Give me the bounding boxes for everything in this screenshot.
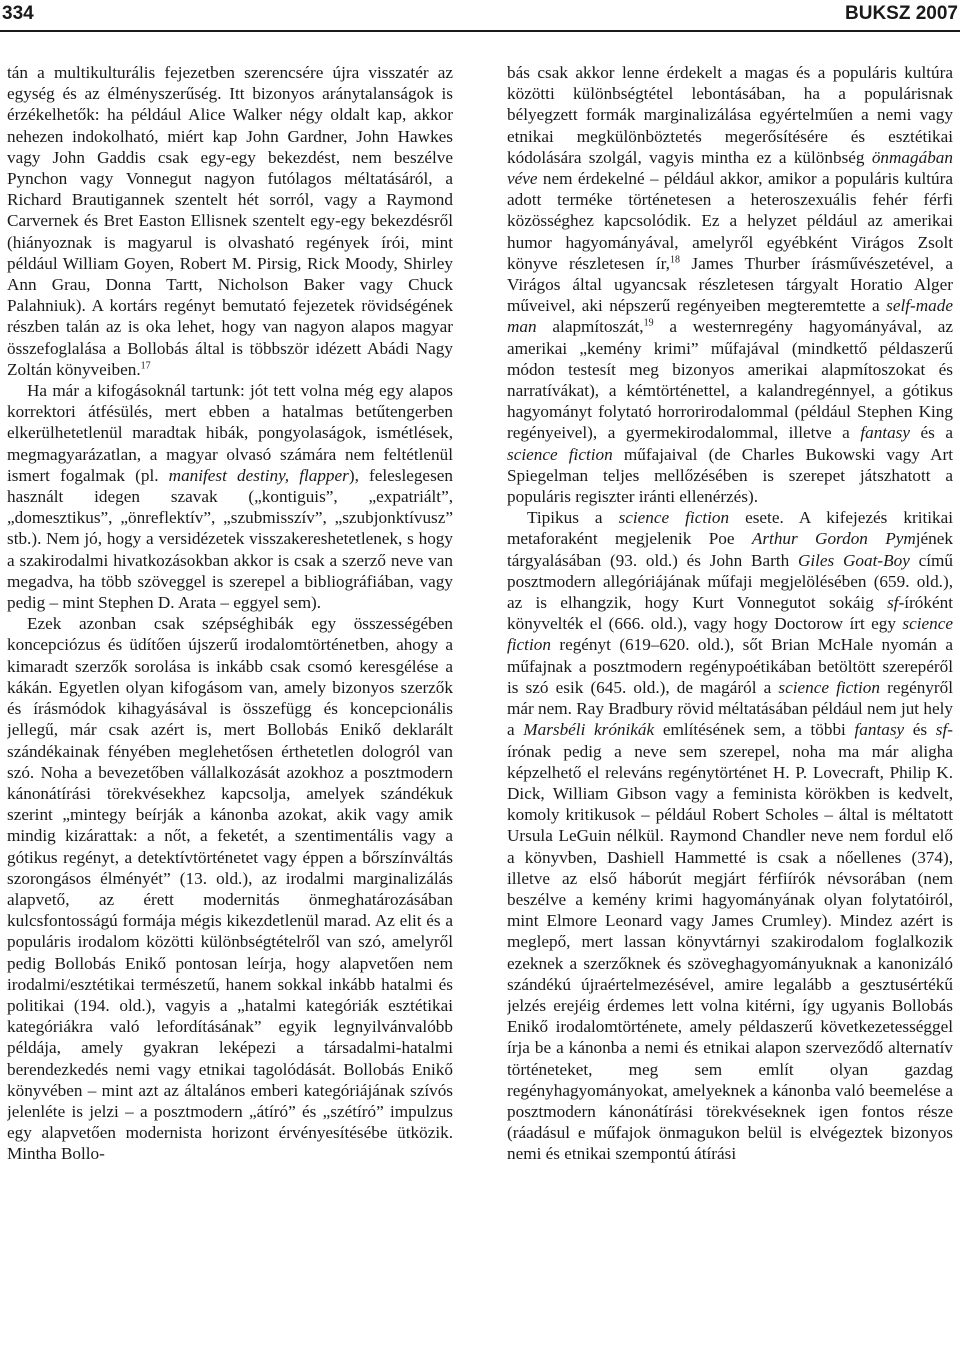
paragraph: Tipikus a science fiction esete. A kifejezés kritikai metaforaként megjelenik Poe Arthur Gordon Pymjének tárgyalásában (93. old.) és John Barth Giles Goat-Boy című posztmodern allegóriájának műfaji megjelölésében (659. old.), az is elhangzik, hogy Kurt Vonnegutot sokáig sf-íróként könyvelték el (666. old.), vagy hogy Doctorow írt egy science fiction regényt (619–620. old.), sőt Brian McHale nyomán a műfajnak a posztmodern regénypoétikában betöltött szerepéről is szó esik (645. old.), de magáról a science fiction regényről már nem. Ray Bradbury rövid méltatásában például nem jut hely a Marsbéli krónikák említésének sem, a többi fantasy és sf-írónak pedig a neve sem szerepel, noha ma már aligha képzelhető el releváns regénytörténet H. P. Lovecraft, Philip K. Dick, William Gibson vagy a feminista körökben is kedvelt, komoly kritikusok – például Robert Scholes – által is méltatott Ursula LeGuin nélkül. Raymond Chandler neve nem fordul elő a könyvben, Dashiell Hammetté is csak a nőellenes (374), illetve az első háborút megjárt férfiírók névsorában (nem beszélve a kemény krimi hagyományának olyan folytatóiról, mint Elmore Leonard vagy James Crumley). Mindez azért is meglepő, mert lassan könyvtárnyi szakirodalom foglalkozik ezeknek a szerzőknek és szöveghagyományuknak a kanonizáló szándékú újraértelmezésével, amire legalább a gesztusértékű jelzés erejéig érdemes lett volna kitérni, így ugyanis Bollobás Enikő irodalomtörténete, amely példaszerű következetességgel írja be a kánonba a nemi és etnikai alapon szerveződő alternatív történeteket, meg sem említ olyan gazdag regényhagyományokat, amelyeknek a kánonba való beemelése a posztmodern kánonátírási törekvéseknek igen fontos része (ráadásul e műfajok önmagukon belül is elvégeztek bizonyos nemi és etnikai szempontú átírási	[507, 508, 953, 1164]
paragraph: Ezek azonban csak szépséghibák egy összességében koncepciózus és üdítően újszerű irodalomtörténetben, ahogy a kimaradt szerzők sorolása is inkább csak csomó keresgélése a kákán. Egyetlen olyan kifogásom van, amely bizonyos szerzők és írásmódok kihagyásával is összefügg és koncepcionális jellegű, már csak azért is, mert Bollobás Enikő deklarált szándékainak fényében meglehetősen érthetetlen dologról van szó. Noha a bevezetőben vállalkozását azokhoz a posztmodern kánonátírási törekvésekhez kapcsolja, amelyek szándékuk szerint „mintegy beírják a kánonba azokat, akik vagy amik mindig kizárattak: a nőt, a feketét, a szentimentális vagy a gótikus regényt, a detektívtörténetet vagy éppen a bőrszínváltás szorongásos élményét” (13. old.), az irodalmi marginalizálás alapvető, az érett modernitás önmeghatározásában kulcsfontosságú formája mégis kikezdetlenül marad. Az elit és a populáris irodalom közötti különbségtételről van szó, amelyről pedig Bollobás Enikő pontosan leírja, hogy alapvetően nem irodalmi/esztétikai természetű, hanem sokkal inkább hatalmi és politikai (194. old.), vagyis a „hatalmi kategóriák esztétikai kategóriákra való lefordításának” egyik legnyilvánvalóbb példája, amely gyakran leképezi a társadalmi-hatalmi berendezkedés nemi vagy etnikai tagolódását. Bollobás Enikő könyvében – mint azt az általános emberi kategóriájának szívós jelenléte is jelzi – a posztmodern „átíró” és „szétíró” impulzus egy alapvetően modernista horizont érvényesítésébe ütközik. Mintha Bollo-	[7, 614, 453, 1164]
footnote-ref[interactable]: 18	[669, 254, 680, 266]
page-number: 334	[2, 3, 34, 24]
paragraph: bás csak akkor lenne érdekelt a magas és a populáris kultúra közötti különbségtétel lebontásában, ha a populárisnak bélyegzett formák marginalizálása egyértelműen a nemi vagy etnikai megkülönböztetés megerősítésére és esztétikai kódolására szolgál, vagyis mintha ez a különbség önmagában véve nem érdekelné – például akkor, amikor a populáris kultúra adott terméke történetesen a heteroszexuális fehér férfi közösséghez kapcsolódik. Ez a helyzet például az amerikai humor hagyományával, amelyről egyébként Virágos Zsolt könyve részletesen ír,$^{18}$ James Thurber írásművészetével, a Virágos által ugyancsak részletesen tárgyalt Horatio Alger műveivel, aki népszerű regényeiben megteremtette a self-made man alapmítoszát,$^{19}$ a westernregény hagyományával, az amerikai „kemény krimi” műfajával (mindkettő példaszerű módon testesít meg bizonyos amerikai alapmítoszokat és narratívákat), a kémtörténettel, a kalandregénnyel, a gótikus hagyományt folytató horrorirodalommal (például Stephen King regényeivel), a gyermekirodalommal, illetve a fantasy és a science fiction műfajaival (de Charles Bukowski vagy Art Spiegelman teljes mellőzésében is szerepet játszhatott a populáris regiszter iránti ellenérzés).	[507, 63, 953, 507]
left-column	[7, 62, 453, 1370]
right-column	[507, 62, 953, 1370]
paragraph: Ha már a kifogásoknál tartunk: jót tett volna még egy alapos korrektori átfésülés, mert ebben a hatalmas betűtengerben elkerülhetetlenül maradtak hibák, pongyolaságok, ismétlések, megmagyarázatlan, a magyar olvasó számára nem feltétlenül ismert fogalmak (pl. manifest destiny, flapper), feleslegesen használt idegen szavak („kontiguis”, „expatriált”, „domesztikus”, „önreflektív”, „szubmisszív”, „szubjonktívusz” stb.). Nem jó, hogy a versidézetek visszakereshetetlenek, s hogy a szakirodalmi hivatkozásokban akkor is csak a szerző neve van megadva, ha több szöveggel is szerepel a bibliográfiában, vagy pedig – mint Stephen D. Arata – eggyel sem).	[7, 381, 453, 613]
footnote-ref[interactable]: 17	[140, 360, 151, 372]
running-header	[0, 0, 960, 32]
paragraph: tán a multikulturális fejezetben szerencsére újra visszatér az egység és az élményszerűség. Itt bizonyos aránytalanságok is érzékelhetők: ha például Alice Walker négy oldalt kap, akkor nehezen indokolható, miért kap John Gardner, John Hawkes vagy John Gaddis csak egy-egy bekezdést, nem beszélve Pynchon vagy Vonnegut nagyon futólagos méltatásáról, a Richard Brautigannek szentelt hét sorról, vagy a Raymond Carvernek és Bret Easton Ellisnek szentelt egy-egy bekezdésről (hiányoznak is magyarul is olvasható regények írói, mint például William Goyen, Robert M. Pirsig, Rick Moody, Shirley Ann Grau, Donna Tartt, Nicholson Baker vagy Chuck Palahniuk). A kortárs regényt bemutató fejezetek rövidségének részben talán az is oka lehet, hogy van nagyon alapos magyar összefoglalása a Bollobás által is többször idézett Abádi Nagy Zoltán könyveiben.$^{17}$	[7, 63, 453, 379]
footnote-ref[interactable]: 19	[643, 317, 654, 329]
journal-title: BUKSZ 2007	[845, 3, 958, 24]
